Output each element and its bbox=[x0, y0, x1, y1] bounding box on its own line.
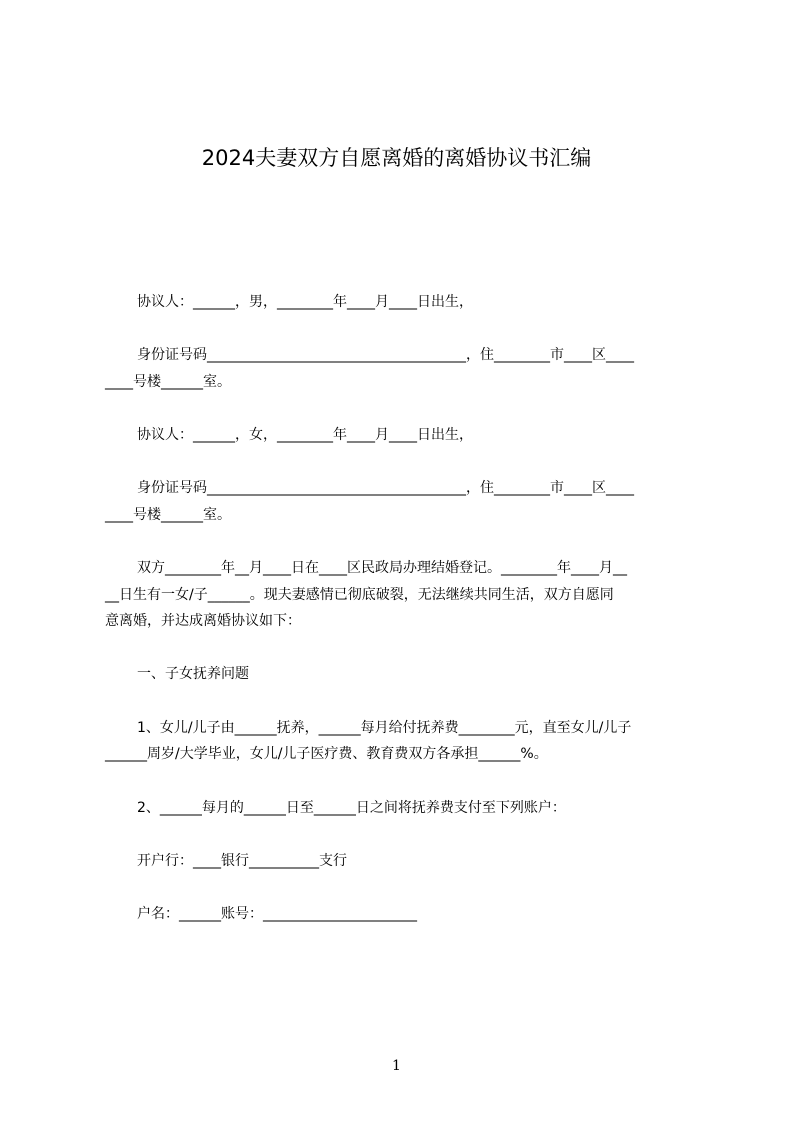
page-number: 1 bbox=[392, 1058, 401, 1074]
party1-id-line: 身份证号码_____________________________________，住________市____区____ bbox=[137, 347, 634, 363]
clause-1-line: 1、女儿/儿子由______抚养，______每月给付抚养费________元，直至女儿/儿子 bbox=[137, 720, 632, 736]
marriage-paragraph-line: 双方________年__月____日在____区民政局办理结婚登记。________年____月__ bbox=[137, 560, 627, 576]
party2-id-line: 身份证号码_____________________________________，住________市____区____ bbox=[137, 480, 634, 496]
clause-2-line: 2、______每月的______日至______日之间将抚养费支付至下列账户： bbox=[137, 800, 566, 816]
clause-1-line: ______周岁/大学毕业，女儿/儿子医疗费、教育费双方各承担______%。 bbox=[105, 746, 548, 762]
party2-line: 协议人：______，女，________年____月____日出生， bbox=[137, 427, 473, 443]
section-heading: 一、子女抚养问题 bbox=[137, 666, 249, 682]
bank-line: 开户行：____银行__________支行 bbox=[137, 853, 347, 869]
party1-line: 协议人：______，男，________年____月____日出生， bbox=[137, 294, 473, 310]
party2-address-line: ____号楼______室。 bbox=[105, 507, 231, 523]
marriage-paragraph-line: __日生有一女/子______。现夫妻感情已彻底破裂，无法继续共同生活，双方自愿同 bbox=[105, 587, 614, 603]
party1-address-line: ____号楼______室。 bbox=[105, 374, 231, 390]
account-line: 户名：______账号：______________________ bbox=[137, 906, 417, 922]
marriage-paragraph-line: 意离婚，并达成离婚协议如下： bbox=[105, 613, 301, 629]
document-title: 2024夫妻双方自愿离婚的离婚协议书汇编 bbox=[201, 146, 592, 170]
